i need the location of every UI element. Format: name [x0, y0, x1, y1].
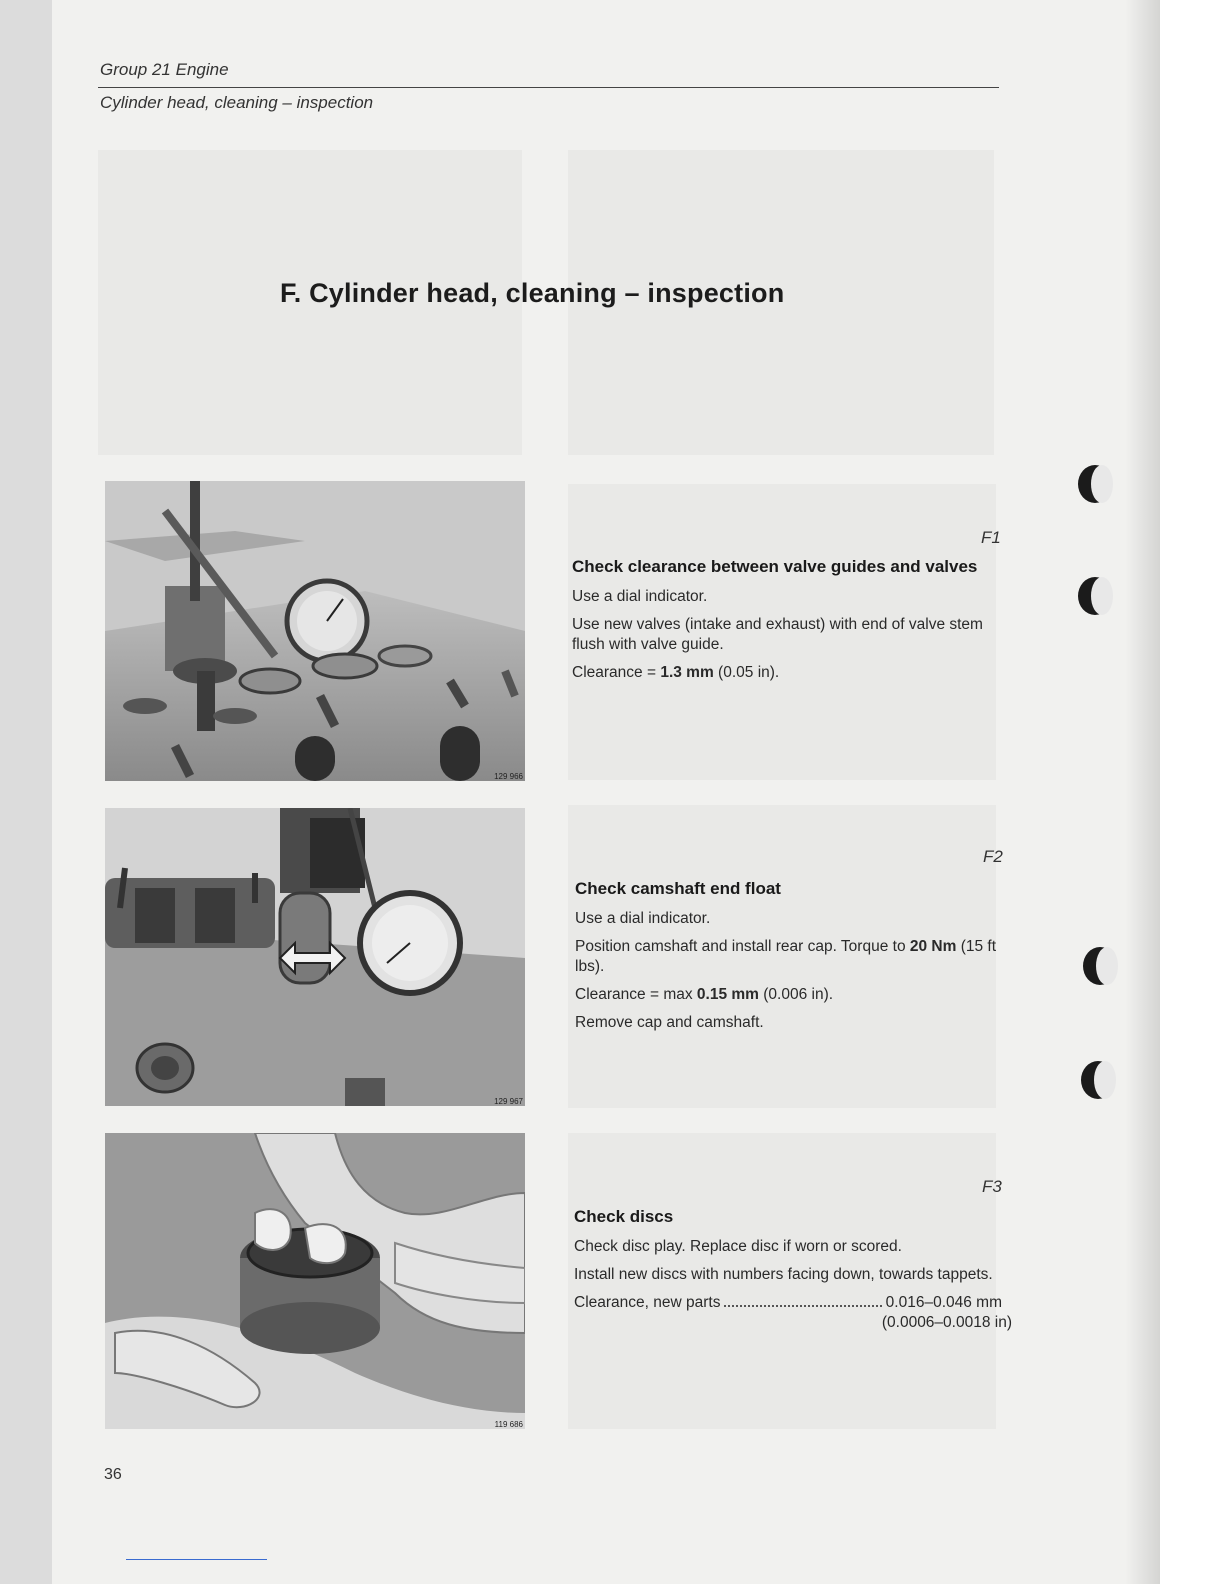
spec-imperial: (15 ft lbs).: [575, 938, 997, 975]
valve-dial-indicator-photo: [105, 481, 525, 781]
clearance-spec: [575, 985, 1015, 1005]
footer-link-underline: [126, 1559, 267, 1560]
step-title: Check camshaft end float: [575, 879, 781, 898]
clearance-spec: [572, 663, 1012, 683]
step-text: Use a dial indicator.: [572, 588, 708, 605]
step-title: Check discs: [574, 1207, 674, 1226]
clearance-spec-row: [574, 1293, 1002, 1313]
photo-f1-valve-clearance: [105, 481, 525, 781]
page-number: 36: [104, 1466, 122, 1483]
spec-label: Clearance, new parts: [574, 1294, 721, 1311]
binder-hole: [1078, 1060, 1118, 1100]
photo-code: 129 966: [494, 772, 523, 781]
spec-label: Clearance =: [572, 664, 661, 681]
header-group: Group 21 Engine: [100, 60, 229, 79]
hands-holding-disc-photo: [105, 1133, 525, 1429]
figure-id-f2: F2: [983, 847, 1003, 866]
photo-f3-discs: [105, 1133, 525, 1429]
torque-spec: [575, 937, 1015, 977]
spec-value: 0.15 mm: [696, 986, 759, 1003]
step-text: Use a dial indicator.: [575, 910, 711, 927]
dot-leader: [724, 1305, 881, 1307]
page-edge-shadow: [1125, 0, 1161, 1584]
spec-value: 0.016–0.046 mm: [885, 1294, 1002, 1311]
binder-hole: [1080, 946, 1120, 986]
step-title: Check clearance between valve guides and valves: [572, 557, 978, 576]
spec-imperial: (0.05 in).: [713, 664, 780, 681]
step-text: Check disc play. Replace disc if worn or scored.: [574, 1238, 902, 1255]
photo-code: 129 967: [494, 1097, 523, 1106]
step-text: Install new discs with numbers facing down, towards tappets.: [574, 1266, 993, 1283]
binder-hole: [1075, 576, 1115, 616]
header-divider: [98, 87, 999, 88]
spec-label: Clearance = max: [575, 986, 697, 1003]
step-f2: [575, 879, 1015, 1041]
photo-code: 119 686: [494, 1420, 523, 1429]
spec-value: 1.3 mm: [660, 664, 714, 681]
figure-id-f3: F3: [982, 1177, 1002, 1196]
step-text: Remove cap and camshaft.: [575, 1014, 764, 1031]
binder-hole: [1075, 464, 1115, 504]
scan-margin: [1160, 0, 1224, 1584]
spec-imperial: (0.006 in).: [758, 986, 834, 1003]
photo-f2-camshaft-end-float: [105, 808, 525, 1106]
step-f3: [574, 1207, 1012, 1333]
spec-value: 20 Nm: [909, 938, 957, 955]
spec-label: Position camshaft and install rear cap. Torque to: [575, 938, 910, 955]
section-title: F. Cylinder head, cleaning – inspection: [280, 278, 785, 308]
spec-value-imperial: (0.0006–0.0018 in): [881, 1314, 1012, 1331]
step-text: Use new valves (intake and exhaust) with end of valve stem flush with valve guide.: [572, 616, 983, 653]
camshaft-dial-indicator-photo: [105, 808, 525, 1106]
step-f1: [572, 557, 1012, 691]
header-subtitle: Cylinder head, cleaning – inspection: [100, 93, 374, 112]
figure-id-f1: F1: [981, 528, 1001, 547]
